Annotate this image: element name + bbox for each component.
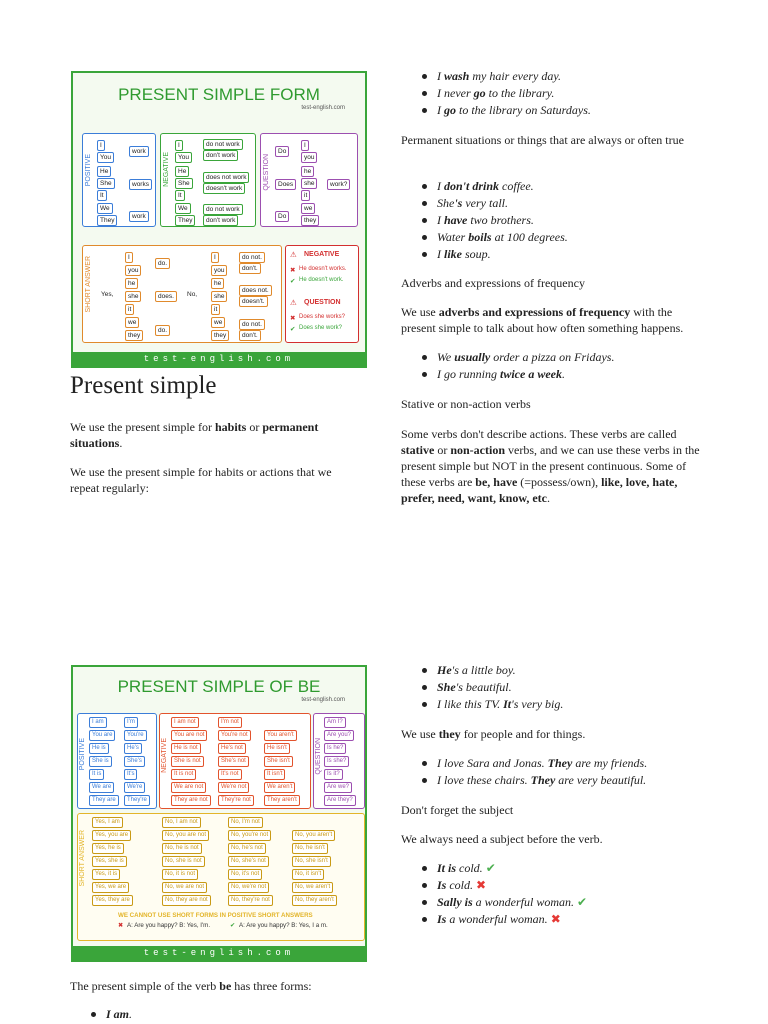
short-answer-label: SHORT ANSWER (79, 830, 86, 887)
subject: we (301, 203, 315, 214)
wrong-icon: ✖ (118, 922, 124, 929)
text: at 100 degrees. (491, 230, 568, 244)
text-bold: habits (215, 420, 247, 434)
positive-full: He is (89, 743, 109, 754)
positive-label: POSITIVE (85, 154, 92, 187)
text-bold: be (219, 979, 232, 993)
adverbs-paragraph (401, 304, 701, 336)
question-form: Is he? (324, 743, 346, 754)
subject: it (125, 304, 134, 315)
list-item (401, 68, 711, 85)
subject: She (97, 178, 115, 189)
subject-heading: Don't forget the subject (401, 803, 514, 817)
text: a wonderful woman. (472, 895, 575, 909)
short-no-short: No, he's not (228, 843, 266, 854)
text: She (437, 196, 455, 210)
text: I go running (437, 367, 500, 381)
aux: do. (155, 325, 170, 336)
be-forms-list (70, 1006, 360, 1023)
negative-full: She is not (171, 756, 204, 767)
text-bold: They (530, 773, 556, 787)
short-no-short: No, I'm not (228, 817, 263, 828)
negative-short-alt: It isn't (264, 769, 285, 780)
check-icon: ✔ (230, 922, 236, 929)
list-item (401, 755, 711, 772)
list-item (401, 246, 711, 263)
text-bold: adverbs and expressions of frequency (438, 305, 631, 319)
subject: he (301, 166, 314, 177)
positive-full: I am (89, 717, 107, 728)
positive-label: POSITIVE (79, 738, 86, 771)
text-bold: I am (106, 1007, 130, 1021)
text: soup. (462, 247, 491, 261)
subject: You (175, 152, 192, 163)
subject: It (97, 190, 107, 201)
verb: works (129, 179, 152, 190)
short-no-alt: No, he isn't (292, 843, 328, 854)
negative-short-alt: You aren't (264, 730, 297, 741)
positive-short: I'm (124, 717, 138, 728)
verb: work (129, 211, 149, 222)
negative-label: NEGATIVE (161, 738, 168, 773)
tip-neg-wrong: He doesn't works. (299, 266, 347, 272)
subject: We (175, 203, 191, 214)
text-bold: wash (444, 69, 470, 83)
habits-list (401, 68, 711, 119)
subject: she (211, 291, 227, 302)
short-no-full: No, they are not (162, 895, 211, 906)
positive-full: It is (89, 769, 104, 780)
positive-short: She's (124, 756, 145, 767)
text: a wonderful woman. (446, 912, 548, 926)
aux: don't. (239, 263, 261, 274)
short-no-short: No, she's not (228, 856, 269, 867)
subject: He (175, 166, 189, 177)
negative-box (160, 133, 256, 227)
list-item (401, 229, 711, 246)
negative-full: They are not (171, 795, 211, 806)
text: . (547, 491, 550, 505)
text: I (437, 213, 444, 227)
verb: does not work (203, 172, 249, 183)
positive-full: They are (89, 795, 119, 806)
question-box (313, 713, 365, 809)
cross-icon: ✖ (550, 912, 561, 926)
text: We (437, 350, 455, 364)
tip-q-right: Does she work? (299, 325, 343, 331)
positive-short: You're (124, 730, 147, 741)
list-item (401, 662, 711, 679)
subject: you (125, 265, 141, 276)
positive-full: She is (89, 756, 112, 767)
subject: we (125, 317, 139, 328)
text: . (129, 1007, 133, 1021)
habits-paragraph: We use the present simple for habits or actions that we repeat regularly: (70, 465, 332, 495)
text: Some verbs don't describe actions. These verbs are called (401, 427, 677, 441)
short-no-alt: No, she isn't (292, 856, 331, 867)
list-item (401, 911, 711, 928)
negative-label: NEGATIVE (163, 152, 170, 187)
text: . (561, 367, 565, 381)
text-bold: non-action (450, 443, 506, 457)
text: with the present simple to talk about how often something happens. (401, 305, 684, 335)
text-bold: It is (437, 861, 457, 875)
text: for people and for things. (460, 727, 586, 741)
list-item (401, 772, 711, 789)
short-no-alt: No, we aren't (292, 882, 333, 893)
negative-full: He is not (171, 743, 201, 754)
positive-short: He's (124, 743, 142, 754)
list-item (70, 1006, 360, 1023)
short-no-alt: No, it isn't (292, 869, 324, 880)
short-no-full: No, it is not (162, 869, 198, 880)
positive-full: You are (89, 730, 115, 741)
text: (=possess/own), (517, 475, 602, 489)
question-form: Is it? (324, 769, 343, 780)
aux: do not. (239, 319, 265, 330)
list-item (401, 178, 711, 195)
short-yes: Yes, I am (92, 817, 123, 828)
text: I love Sara and Jonas. (437, 756, 548, 770)
text-bold: He (437, 663, 452, 677)
question-form: Are we? (324, 782, 352, 793)
subject: I (301, 140, 309, 151)
text-bold: go (473, 86, 486, 100)
tip-neg-right: He doesn't work. (299, 277, 344, 283)
aux: do. (155, 258, 170, 269)
subject: he (125, 278, 138, 289)
list-item (401, 366, 711, 383)
negative-short: We're not (218, 782, 249, 793)
subject: They (97, 215, 117, 226)
be-examples-list (401, 662, 711, 713)
text: verbs, and we can use these verbs in the present simple but NOT in the present continuous. Some of these verbs are (401, 443, 700, 489)
text: I (437, 103, 444, 117)
subject: you (211, 265, 227, 276)
text: I (437, 69, 444, 83)
text: We use (401, 727, 439, 741)
short-no-full: No, he is not (162, 843, 202, 854)
subject: He (97, 166, 111, 177)
wrong-icon: ✖ (290, 315, 296, 322)
text-bold: they (438, 727, 461, 741)
card-footer: test-english.com (73, 946, 365, 960)
short-no-full: No, you are not (162, 830, 209, 841)
permanent-list (401, 178, 711, 263)
warning-text: WE CANNOT USE SHORT FORMS IN POSITIVE SHORT ANSWERS (118, 912, 313, 919)
short-yes: Yes, she is (92, 856, 127, 867)
card-title: PRESENT SIMPLE OF BE (117, 677, 321, 696)
list-item (401, 195, 711, 212)
tips-box (285, 245, 359, 343)
list-item (401, 860, 711, 877)
be-forms-paragraph (70, 978, 360, 994)
short-answer-label: SHORT ANSWER (85, 256, 92, 313)
verb: don't work (203, 215, 238, 226)
positive-box (77, 713, 157, 809)
text: to the library. (485, 86, 555, 100)
negative-short: You're not (218, 730, 251, 741)
subject: they (125, 330, 143, 341)
question-label: QUESTION (263, 154, 270, 191)
card-site: test-english.com (301, 105, 345, 111)
question-form: Am I? (324, 717, 346, 728)
text-bold: It (503, 697, 512, 711)
text: 's a little boy. (451, 663, 516, 677)
text: We use (401, 305, 439, 319)
list-item (401, 212, 711, 229)
question-box (260, 133, 358, 227)
text-bold: be, have (475, 475, 518, 489)
subject: I (211, 252, 219, 263)
they-list (401, 755, 711, 789)
question-form: Is she? (324, 756, 349, 767)
short-yes: Yes, he is (92, 843, 124, 854)
verb: do not work (203, 139, 243, 150)
text-bold: They (547, 756, 573, 770)
short-no-full: No, she is not (162, 856, 205, 867)
text: two brothers. (467, 213, 534, 227)
verb: doesn't work (203, 183, 245, 194)
card-footer: test-english.com (73, 352, 365, 366)
list-item (401, 85, 711, 102)
short-no-short: No, they're not (228, 895, 273, 906)
negative-short: She's not (218, 756, 249, 767)
tip-q-wrong: Does she works? (299, 314, 346, 320)
negative-full: You are not (171, 730, 207, 741)
adverbs-heading: Adverbs and expressions of frequency (401, 276, 585, 290)
short-no-full: No, I am not (162, 817, 201, 828)
verb: work? (327, 179, 350, 190)
subject: You (97, 152, 114, 163)
text-bold: Is (437, 912, 447, 926)
list-item (401, 679, 711, 696)
short-yes: Yes, it is (92, 869, 120, 880)
question-form: Are they? (324, 795, 356, 806)
card-title: PRESENT SIMPLE FORM (118, 85, 320, 104)
text: We use the present simple for (70, 420, 215, 434)
text: I (437, 247, 444, 261)
text: 's beautiful. (455, 680, 512, 694)
text-bold: 's (454, 196, 463, 210)
positive-full: We are (89, 782, 114, 793)
present-simple-be-infographic (71, 665, 367, 962)
list-item (401, 349, 711, 366)
text-bold: Sally is (437, 895, 473, 909)
cross-icon: ✖ (476, 878, 487, 892)
present-simple-form-infographic (71, 71, 367, 368)
verb: work (129, 146, 149, 157)
aux: Do (275, 146, 289, 157)
negative-short: It's not (218, 769, 242, 780)
negative-short-alt: She isn't (264, 756, 293, 767)
short-no-full: No, we are not (162, 882, 207, 893)
list-item (401, 696, 711, 713)
check-icon: ✔ (290, 278, 296, 285)
text-bold: like (444, 247, 462, 261)
subject: he (211, 278, 224, 289)
stative-heading: Stative or non-action verbs (401, 397, 531, 411)
negative-box (159, 713, 311, 809)
text: I like this TV. (437, 697, 504, 711)
example-right: A: Are you happy? B: Yes, I a m. (239, 922, 328, 929)
subject: I (97, 140, 105, 151)
text: to the library on Saturdays. (456, 103, 591, 117)
text: has three forms: (231, 979, 312, 993)
check-icon: ✔ (290, 326, 296, 333)
text-bold: don't drink (444, 179, 500, 193)
text: . (119, 436, 123, 450)
aux: Do (275, 211, 289, 222)
subject: she (301, 178, 317, 189)
negative-full: I am not (171, 717, 199, 728)
negative-short-alt: They aren't (264, 795, 300, 806)
tip-negative-title: NEGATIVE (304, 251, 340, 258)
short-yes: Yes, we are (92, 882, 129, 893)
negative-short: He's not (218, 743, 246, 754)
text: cold. (446, 878, 474, 892)
text-bold: like, love, hate, prefer, need, want, know, etc (401, 475, 678, 505)
text-bold: boils (468, 230, 492, 244)
aux: don't. (239, 330, 261, 341)
adverbs-list (401, 349, 711, 383)
no: No, (187, 291, 198, 298)
intro-paragraph (70, 419, 355, 451)
subject: they (211, 330, 229, 341)
question-label: QUESTION (315, 738, 322, 775)
text-bold: have (444, 213, 468, 227)
permanent-paragraph: Permanent situations or things that are always or often true (401, 133, 684, 147)
positive-short: They're (124, 795, 150, 806)
text: my hair every day. (469, 69, 561, 83)
aux: do not. (239, 252, 265, 263)
subject: We (97, 203, 113, 214)
text: very tall. (462, 196, 508, 210)
warning-icon: ⚠ (290, 298, 297, 307)
subject: we (211, 317, 225, 328)
text: I love these chairs. (437, 773, 531, 787)
warning-icon: ⚠ (290, 250, 297, 259)
text: cold. (456, 861, 483, 875)
text: coffee. (499, 179, 534, 193)
text-bold: go (444, 103, 456, 117)
text: order a pizza on Fridays. (490, 350, 615, 364)
subject-list (401, 860, 711, 928)
subject: She (175, 178, 193, 189)
positive-short: We're (124, 782, 145, 793)
subject: I (125, 252, 133, 263)
text: The present simple of the verb (70, 979, 220, 993)
subject: they (301, 215, 319, 226)
check-icon: ✔ (577, 895, 588, 909)
subject: it (211, 304, 220, 315)
negative-short: They're not (218, 795, 254, 806)
short-no-short: No, we're not (228, 882, 269, 893)
text: I (437, 179, 444, 193)
short-no-short: No, it's not (228, 869, 262, 880)
text-bold: usually (454, 350, 491, 364)
subject: It (175, 190, 185, 201)
negative-full: We are not (171, 782, 206, 793)
text: I never (437, 86, 474, 100)
stative-paragraph (401, 426, 701, 506)
tip-question-title: QUESTION (304, 299, 341, 306)
text-bold: stative (401, 443, 435, 457)
page-title: Present simple (70, 372, 217, 399)
they-paragraph (401, 726, 701, 742)
negative-full: It is not (171, 769, 196, 780)
negative-short: I'm not (218, 717, 242, 728)
short-answer-box (82, 245, 282, 343)
text-bold: twice a week (500, 367, 562, 381)
aux: doesn't. (239, 296, 268, 307)
verb: do not work (203, 204, 243, 215)
question-form: Are you? (324, 730, 354, 741)
text: 's very big. (511, 697, 564, 711)
card-site: test-english.com (301, 697, 345, 703)
text-bold: Is (437, 878, 447, 892)
text-bold: She (437, 680, 456, 694)
subject: she (125, 291, 141, 302)
text: or (246, 420, 263, 434)
short-yes: Yes, you are (92, 830, 131, 841)
yes: Yes, (101, 291, 114, 298)
text: are my friends. (572, 756, 648, 770)
subject: They (175, 215, 195, 226)
text-bold: permanent situations (70, 420, 319, 450)
example-wrong: A: Are you happy? B: Yes, I'm. (127, 922, 211, 929)
wrong-icon: ✖ (290, 267, 296, 274)
subject: you (301, 152, 317, 163)
text: or (434, 443, 451, 457)
positive-short: It's (124, 769, 137, 780)
subject: I (175, 140, 183, 151)
aux: does not. (239, 285, 272, 296)
subject-paragraph: We always need a subject before the verb. (401, 832, 603, 846)
short-answer-box (77, 813, 365, 941)
list-item (401, 894, 711, 911)
short-yes: Yes, they are (92, 895, 133, 906)
text: are very beautiful. (555, 773, 647, 787)
text: Water (437, 230, 469, 244)
short-no-alt: No, they aren't (292, 895, 337, 906)
verb: don't work (203, 150, 238, 161)
check-icon: ✔ (485, 861, 496, 875)
short-no-short: No, you're not (228, 830, 271, 841)
list-item (401, 877, 711, 894)
short-no-alt: No, you aren't (292, 830, 335, 841)
list-item (401, 102, 711, 119)
negative-short-alt: We aren't (264, 782, 295, 793)
aux: does. (155, 291, 177, 302)
aux: Does (275, 179, 296, 190)
positive-box (82, 133, 156, 227)
negative-short-alt: He isn't (264, 743, 290, 754)
subject: it (301, 190, 310, 201)
